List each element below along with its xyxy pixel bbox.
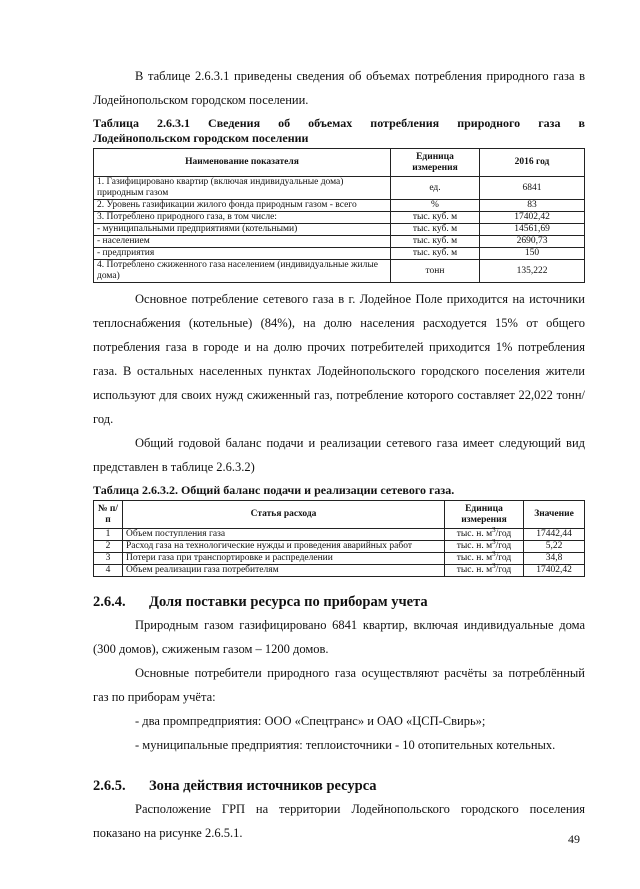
table1-caption-word: в <box>578 116 585 130</box>
table1-caption-word: потребления <box>370 116 440 130</box>
table1-caption-word: природного <box>457 116 521 130</box>
header-item: Статья расхода <box>123 501 445 529</box>
row-value: 17402,42 <box>480 212 585 224</box>
row-unit: тыс. куб. м <box>391 236 480 248</box>
row-item: Объем реализации газа потребителям <box>123 565 445 577</box>
table-row <box>94 224 585 236</box>
paragraph-grp-location: Расположение ГРП на территории Лодейнопольского городского поселения показано на рисунке 2.6.5.1. <box>93 802 585 840</box>
row-unit: тыс. н. $м^3$/год <box>445 553 524 565</box>
section-number: 2.6.4. <box>93 594 126 610</box>
row-value: 5,22 <box>524 541 585 553</box>
paragraph-consumers: Основные потребители природного газа осуществляют расчёты за потреблённый газ по приборам учёта: <box>93 666 585 704</box>
row-name: 2. Уровень газификации жилого фонда природным газом - всего <box>94 200 391 212</box>
row-value: 14561,69 <box>480 224 585 236</box>
row-number: 1 <box>94 529 123 541</box>
row-value: 6841 <box>480 177 585 200</box>
row-number: 3 <box>94 553 123 565</box>
row-value: 34,8 <box>524 553 585 565</box>
table-row <box>94 553 585 565</box>
header-indicator: Наименование показателя <box>94 149 391 177</box>
table1-caption-word: об <box>278 116 291 130</box>
row-name: - предприятия <box>94 248 391 260</box>
table2-caption: Таблица 2.6.3.2. Общий баланс подачи и реализации сетевого газа. <box>93 483 455 497</box>
table1-caption-word: объемах <box>308 116 353 130</box>
paragraph-balance-intro: Общий годовой баланс подачи и реализации сетевого газа имеет следующий вид представлен в таблице 2.6.3.2) <box>93 436 585 474</box>
page-content <box>93 64 585 845</box>
row-unit: тыс. н. $м^3$/год <box>445 529 524 541</box>
row-item: Расход газа на технологические нужды и проведения аварийных работ <box>123 541 445 553</box>
row-item: Потери газа при транспортировке и распределении <box>123 553 445 565</box>
row-unit: % <box>391 200 480 212</box>
row-value: 135,222 <box>480 260 585 283</box>
row-number: 4 <box>94 565 123 577</box>
row-unit: тыс. куб. м <box>391 248 480 260</box>
header-unit: Единица измерения <box>445 501 524 529</box>
row-unit: тонн <box>391 260 480 283</box>
table1-caption-line2: Лодейнопольском городском поселении <box>93 131 309 145</box>
row-number: 2 <box>94 541 123 553</box>
table-row <box>94 565 585 577</box>
table-row <box>94 541 585 553</box>
table1-caption-line1 <box>93 116 585 131</box>
row-unit: ед. <box>391 177 480 200</box>
header-unit: Единица измерения <box>391 149 480 177</box>
table1-caption-word: 2.6.3.1 <box>157 116 190 130</box>
table1-caption-word: газа <box>538 116 561 130</box>
row-unit: тыс. куб. м <box>391 212 480 224</box>
table-row <box>94 248 585 260</box>
table1-caption <box>93 116 585 146</box>
row-name: 1. Газифицировано квартир (включая индивидуальные дома) природным газом <box>94 177 391 200</box>
row-unit: тыс. н. $м^3$/год <box>445 565 524 577</box>
section-number: 2.6.5. <box>93 778 126 794</box>
header-year: 2016 год <box>480 149 585 177</box>
row-name: 3. Потреблено природного газа, в том числе: <box>94 212 391 224</box>
list-item: - муниципальные предприятия: теплоисточники - 10 отопительных котельных. <box>135 738 556 752</box>
table-row <box>94 212 585 224</box>
row-value: 150 <box>480 248 585 260</box>
gas-consumption-table <box>93 148 585 283</box>
section-heading-metering <box>93 591 585 613</box>
paragraph-main-consumption: Основное потребление сетевого газа в г. Лодейное Поле приходится на источники теплоснабжения (котельные) (84%), на долю населения расходуется 15% от общего потребления газа в городе и на долю прочих потребителей приходится 1% потребления газа. В остальных населенных пунктах Лодейнопольского городского поселения жители используют для своих нужд сжиженный газ, потребление которого составляет 22,022 тонн/год. <box>93 292 585 426</box>
row-value: 17402,42 <box>524 565 585 577</box>
header-value: Значение <box>524 501 585 529</box>
header-number: № п/п <box>94 501 123 529</box>
section-title: Доля поставки ресурса по приборам учета <box>149 594 428 610</box>
section-title: Зона действия источников ресурса <box>149 778 377 794</box>
table-header-row <box>94 149 585 177</box>
section-heading-zone <box>93 775 585 797</box>
paragraph-gasified: Природным газом газифицировано 6841 квартир, включая индивидуальные дома (300 домов), сжиженым газом – 1200 домов. <box>93 618 585 656</box>
gas-balance-table <box>93 500 585 577</box>
table1-caption-word: Таблица <box>93 116 139 130</box>
table-row <box>94 260 585 283</box>
table-row <box>94 177 585 200</box>
row-value: 17442,44 <box>524 529 585 541</box>
table-row <box>94 529 585 541</box>
row-value: 2690,73 <box>480 236 585 248</box>
row-name: - муниципальными предприятиями (котельными) <box>94 224 391 236</box>
row-name: 4. Потреблено сжиженного газа населением (индивидуальные жилые дома) <box>94 260 391 283</box>
row-value: 83 <box>480 200 585 212</box>
list-item: - два промпредприятия: ООО «Спецтранс» и ОАО «ЦСП-Свирь»; <box>135 714 486 728</box>
row-name: - населением <box>94 236 391 248</box>
row-item: Объем поступления газа <box>123 529 445 541</box>
table-header-row <box>94 501 585 529</box>
table1-caption-word: Сведения <box>208 116 261 130</box>
intro-paragraph: В таблице 2.6.3.1 приведены сведения об объемах потребления природного газа в Лодейнопольском городском поселении. <box>93 69 585 107</box>
table-row <box>94 200 585 212</box>
row-unit: тыс. куб. м <box>391 224 480 236</box>
row-unit: тыс. н. $м^3$/год <box>445 541 524 553</box>
page-number: 49 <box>568 832 580 846</box>
table-row <box>94 236 585 248</box>
